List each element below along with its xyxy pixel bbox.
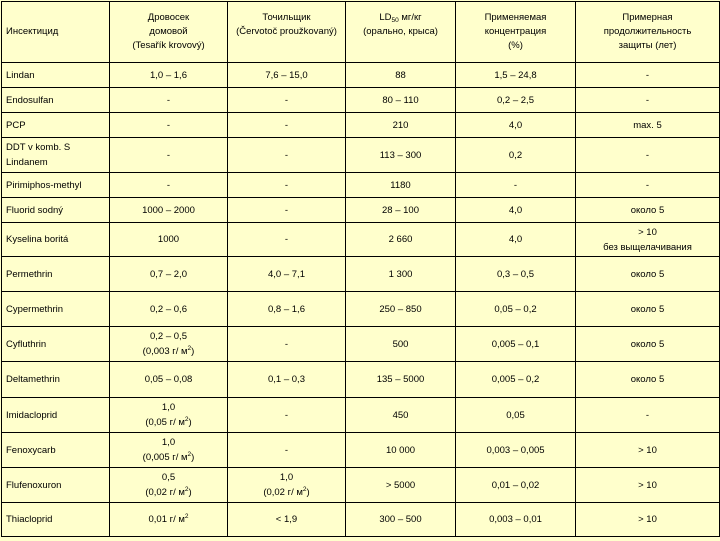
cell-insecticide: Thiacloprid (2, 503, 110, 537)
cell-duration: около 5 (576, 292, 720, 327)
cell-bark-beetle: - (228, 398, 346, 433)
cell-ld50: 210 (346, 113, 456, 138)
cell-insecticide: DDT v komb. S Lindanem (2, 138, 110, 173)
cell-ld50: 250 – 850 (346, 292, 456, 327)
cell-ld50: 1180 (346, 173, 456, 198)
cell-concentration: 0,01 – 0,02 (456, 468, 576, 503)
cell-insecticide: Fenoxycarb (2, 433, 110, 468)
header-row (2, 2, 720, 63)
cell-concentration: 0,003 – 0,01 (456, 503, 576, 537)
cell-bark-beetle: - (228, 138, 346, 173)
cell-bark-beetle: - (228, 223, 346, 257)
cell-ld50: 135 – 5000 (346, 362, 456, 398)
cell-woodworm: 0,5 (0,02 г/ $м^2$) (110, 468, 228, 503)
cell-concentration: 0,2 – 2,5 (456, 88, 576, 113)
cell-insecticide: Lindan (2, 63, 110, 88)
cell-bark-beetle: 4,0 – 7,1 (228, 257, 346, 292)
cell-woodworm: - (110, 173, 228, 198)
cell-woodworm: 0,2 – 0,5 (0,003 г/ $м^2$) (110, 327, 228, 362)
cell-duration: > 10 (576, 433, 720, 468)
cell-bark-beetle: - (228, 433, 346, 468)
cell-bark-beetle: 0,1 – 0,3 (228, 362, 346, 398)
header-duration: Примерная продолжительность защиты (лет) (576, 2, 720, 63)
cell-insecticide: Cyfluthrin (2, 327, 110, 362)
cell-concentration: 0,2 (456, 138, 576, 173)
table-row (2, 198, 720, 223)
cell-ld50: 2 660 (346, 223, 456, 257)
cell-bark-beetle: - (228, 113, 346, 138)
cell-insecticide: Fluorid sodný (2, 198, 110, 223)
cell-concentration: 4,0 (456, 198, 576, 223)
cell-ld50: > 5000 (346, 468, 456, 503)
cell-ld50: 300 – 500 (346, 503, 456, 537)
cell-insecticide: Kyselina boritá (2, 223, 110, 257)
cell-ld50: 500 (346, 327, 456, 362)
table-row (2, 503, 720, 537)
cell-ld50: 1 300 (346, 257, 456, 292)
cell-concentration: 0,3 – 0,5 (456, 257, 576, 292)
header-ld50: $LD_{50}$ мг/кг (орально, крыса) (346, 2, 456, 63)
table-row (2, 327, 720, 362)
cell-bark-beetle: 1,0 (0,02 г/ $м^2$) (228, 468, 346, 503)
table-row (2, 362, 720, 398)
table-row (2, 398, 720, 433)
cell-concentration: - (456, 173, 576, 198)
table-row (2, 173, 720, 198)
cell-woodworm: 1000 (110, 223, 228, 257)
cell-concentration: 0,005 – 0,2 (456, 362, 576, 398)
table-row (2, 138, 720, 173)
cell-woodworm: 0,05 – 0,08 (110, 362, 228, 398)
cell-duration: - (576, 173, 720, 198)
cell-duration: > 10 (576, 468, 720, 503)
cell-duration: > 10 (576, 503, 720, 537)
cell-woodworm: 1000 – 2000 (110, 198, 228, 223)
cell-duration: около 5 (576, 198, 720, 223)
cell-bark-beetle: - (228, 173, 346, 198)
cell-insecticide: Pirimiphos-methyl (2, 173, 110, 198)
table-row (2, 63, 720, 88)
header-bark-beetle: Точильщик (Červotoč proužkovaný) (228, 2, 346, 63)
table-row (2, 223, 720, 257)
cell-insecticide: Cypermethrin (2, 292, 110, 327)
table-row (2, 468, 720, 503)
cell-woodworm: 1,0 (0,05 г/ $м^2$) (110, 398, 228, 433)
table-row (2, 113, 720, 138)
cell-ld50: 10 000 (346, 433, 456, 468)
cell-duration: - (576, 138, 720, 173)
cell-bark-beetle: - (228, 88, 346, 113)
table-row (2, 257, 720, 292)
cell-woodworm: 1,0 – 1,6 (110, 63, 228, 88)
cell-ld50: 450 (346, 398, 456, 433)
cell-insecticide: Deltamethrin (2, 362, 110, 398)
cell-duration: - (576, 398, 720, 433)
cell-ld50: 80 – 110 (346, 88, 456, 113)
cell-woodworm: - (110, 138, 228, 173)
cell-bark-beetle: 0,8 – 1,6 (228, 292, 346, 327)
cell-duration: около 5 (576, 327, 720, 362)
header-woodworm: Дровосек домовой (Tesařík krovový) (110, 2, 228, 63)
cell-duration: - (576, 88, 720, 113)
cell-woodworm: - (110, 88, 228, 113)
cell-ld50: 113 – 300 (346, 138, 456, 173)
cell-bark-beetle: < 1,9 (228, 503, 346, 537)
table-row (2, 88, 720, 113)
cell-bark-beetle: - (228, 198, 346, 223)
cell-woodworm: 1,0 (0,005 г/ $м^2$) (110, 433, 228, 468)
cell-bark-beetle: - (228, 327, 346, 362)
header-insecticide: Инсектицид (2, 2, 110, 63)
cell-concentration: 4,0 (456, 223, 576, 257)
cell-insecticide: Flufenoxuron (2, 468, 110, 503)
cell-insecticide: Endosulfan (2, 88, 110, 113)
cell-woodworm: 0,7 – 2,0 (110, 257, 228, 292)
cell-concentration: 0,003 – 0,005 (456, 433, 576, 468)
table-row (2, 292, 720, 327)
cell-duration: около 5 (576, 257, 720, 292)
cell-insecticide: Permethrin (2, 257, 110, 292)
cell-duration: max. 5 (576, 113, 720, 138)
cell-concentration: 0,005 – 0,1 (456, 327, 576, 362)
cell-duration: около 5 (576, 362, 720, 398)
header-concentration: Применяемая концентрация (%) (456, 2, 576, 63)
table-row (2, 433, 720, 468)
cell-concentration: 1,5 – 24,8 (456, 63, 576, 88)
cell-insecticide: PCP (2, 113, 110, 138)
cell-woodworm: - (110, 113, 228, 138)
cell-insecticide: Imidacloprid (2, 398, 110, 433)
cell-duration: - (576, 63, 720, 88)
cell-ld50: 88 (346, 63, 456, 88)
cell-woodworm: 0,01 г/ $м^2$ (110, 503, 228, 537)
cell-concentration: 0,05 (456, 398, 576, 433)
cell-woodworm: 0,2 – 0,6 (110, 292, 228, 327)
cell-concentration: 0,05 – 0,2 (456, 292, 576, 327)
cell-concentration: 4,0 (456, 113, 576, 138)
cell-duration: > 10 без выщелачивания (576, 223, 720, 257)
cell-bark-beetle: 7,6 – 15,0 (228, 63, 346, 88)
cell-ld50: 28 – 100 (346, 198, 456, 223)
insecticide-table (1, 1, 720, 537)
